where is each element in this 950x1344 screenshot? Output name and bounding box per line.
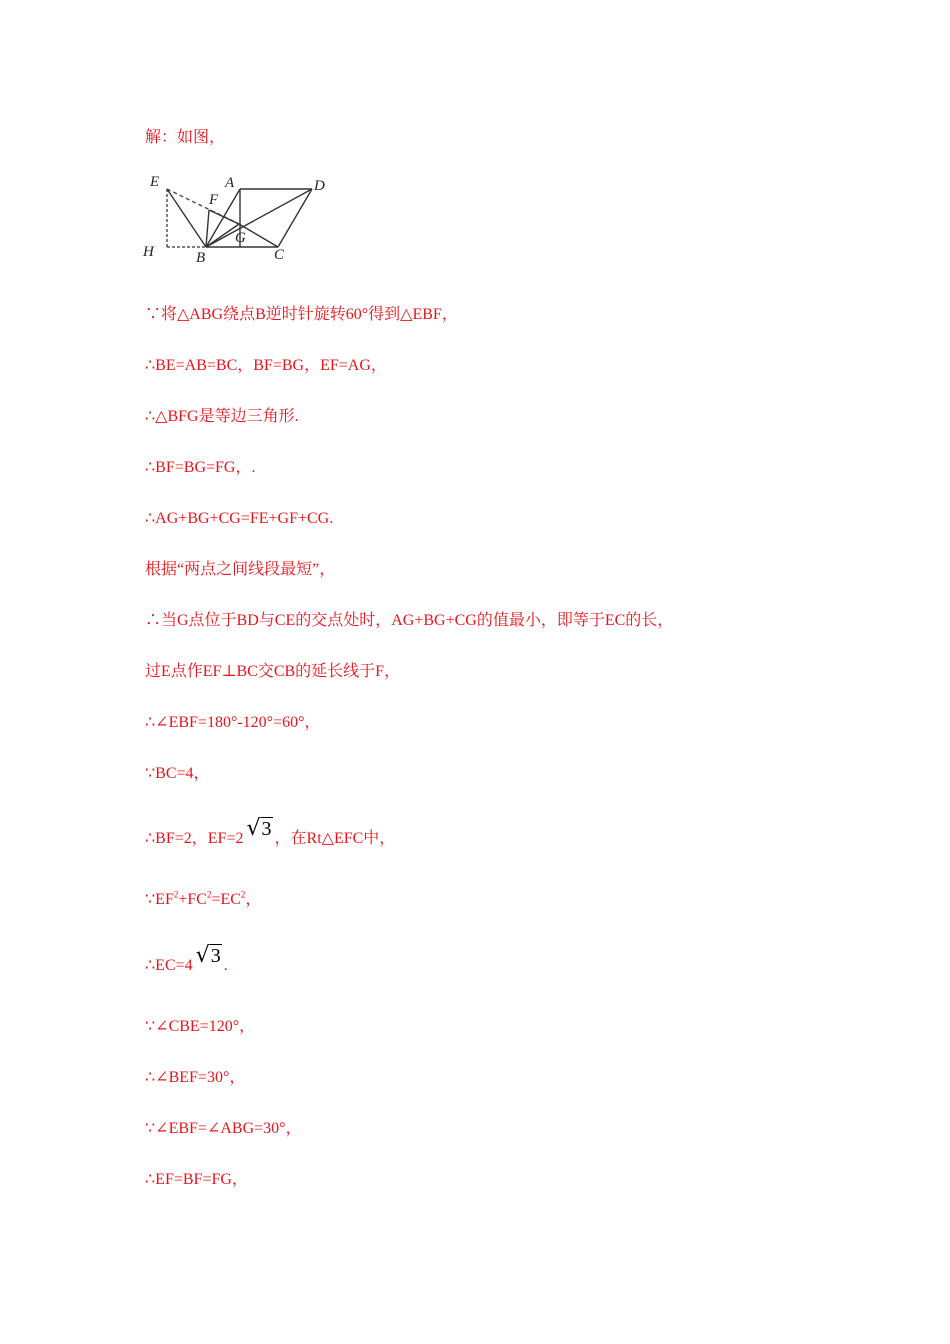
label-c: C (274, 247, 285, 263)
step-perpendicular: 过E点作EF⊥BC交CB的延长线于F， (145, 663, 401, 680)
solution-intro: 解：如图， (145, 129, 226, 146)
step-ef-bf-fg: ∴EF=BF=FG， (145, 1171, 248, 1188)
sqrt-3: √3 (246, 816, 272, 841)
step-minimum: ∴当G点位于BD与CE的交点处时，AG+BG+CG的值最小，即等于EC的长， (145, 612, 674, 629)
label-e: E (150, 174, 160, 190)
step-bc: ∵BC=4， (145, 765, 210, 782)
step-equilateral: ∴△BFG是等边三角形. (145, 408, 299, 425)
segment-db (206, 189, 312, 247)
label-g: G (235, 230, 246, 246)
step-pythagoras: $\because EF^2+FC^2=EC^2$， (145, 889, 262, 908)
label-b: B (196, 250, 206, 265)
step-rotation: ∵将△ABG绕点B逆时针旋转60°得到△EBF， (145, 306, 458, 323)
label-h: H (143, 244, 154, 260)
sqrt-3-ec: √3 (195, 943, 221, 968)
step-ec: ∴EC=4 √3 . (145, 943, 228, 974)
step-bf-ef (145, 816, 396, 849)
step-sum-equal: ∴AG+BG+CG=FE+GF+CG. (145, 510, 334, 527)
step-angle-cbe: ∵∠CBE=120°， (145, 1018, 256, 1035)
step-bf-bg-fg: ∴BF=BG=FG，. (145, 459, 256, 476)
step-angle-ebf: ∴∠EBF=180°-120°=60°， (145, 714, 321, 731)
step-shortest-path: 根据“两点之间线段最短”， (145, 561, 336, 578)
step-angle-bef: ∴∠BEF=30°， (145, 1069, 246, 1086)
step-bf-ef-tail: ，在Rt△EFC中， (274, 830, 396, 847)
label-d: D (314, 178, 325, 194)
label-f: F (209, 192, 219, 208)
label-a: A (225, 175, 235, 191)
geometry-figure (140, 170, 340, 265)
step-angle-ebf-abg: ∵∠EBF=∠ABG=30°， (145, 1120, 302, 1137)
step-equal-segments: ∴BE=AB=BC，BF=BG，EF=AG， (145, 357, 387, 374)
step-bf-ef-text: ∴BF=2，EF=2 (145, 830, 244, 847)
